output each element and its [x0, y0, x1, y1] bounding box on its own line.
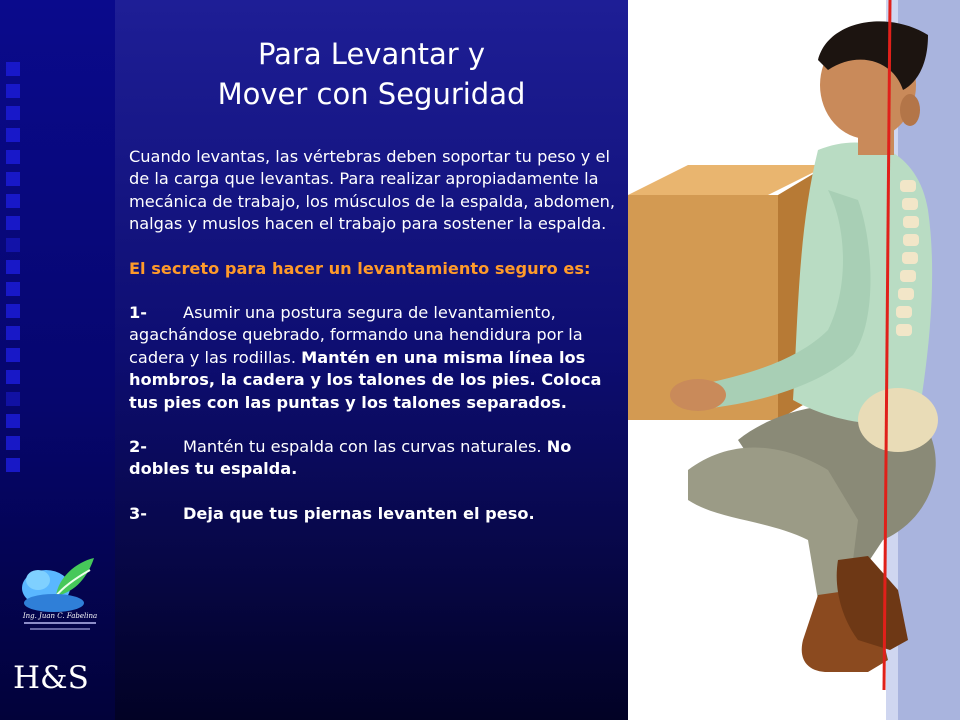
- step-1: [129, 302, 624, 414]
- intro-paragraph: Cuando levantas, las vértebras deben soportar tu peso y el de la carga que levantas. Para realizar apropiadamente la mecánica de trabajo, los músculos de la espalda, abdomen, nalgas y muslos hacen el trabajo para sostener la espalda.: [129, 147, 616, 234]
- lifting-illustration: [628, 0, 960, 720]
- logo-caption: Ing. Juan C. Fabelina: [22, 612, 98, 620]
- title-line-1: Para Levantar y: [257, 37, 486, 71]
- step-3-number: 3-: [129, 503, 147, 523]
- step-2-bold: No dobles tu espalda.: [129, 437, 572, 479]
- secret-heading: El secreto para hacer un levantamiento seguro es:: [129, 258, 591, 278]
- brand-mark: H&S: [13, 660, 89, 696]
- left-decorative-strip: [0, 0, 115, 720]
- company-logo: [16, 548, 104, 638]
- slide-body: [129, 146, 624, 547]
- step-3-bold: Deja que tus piernas levanten el peso.: [183, 503, 535, 523]
- step-2-number: 2-: [129, 437, 147, 457]
- step-1-text: Asumir una postura segura de levantamiento, agachándose quebrado, formando una hendidura por la cadera y las rodillas.: [129, 303, 583, 367]
- title-line-2: Mover con Seguridad: [217, 77, 526, 111]
- decorative-squares: [6, 62, 28, 480]
- step-2: [129, 436, 624, 481]
- step-2-text: Mantén tu espalda con las curvas naturales.: [183, 437, 542, 457]
- slide-title: [115, 34, 628, 114]
- step-3: [129, 503, 624, 525]
- step-1-number: 1-: [129, 303, 147, 323]
- step-1-bold: Mantén en una misma línea los hombros, la cadera y los talones de los pies. Coloca tus pies con las puntas y los talones separados.: [129, 347, 602, 412]
